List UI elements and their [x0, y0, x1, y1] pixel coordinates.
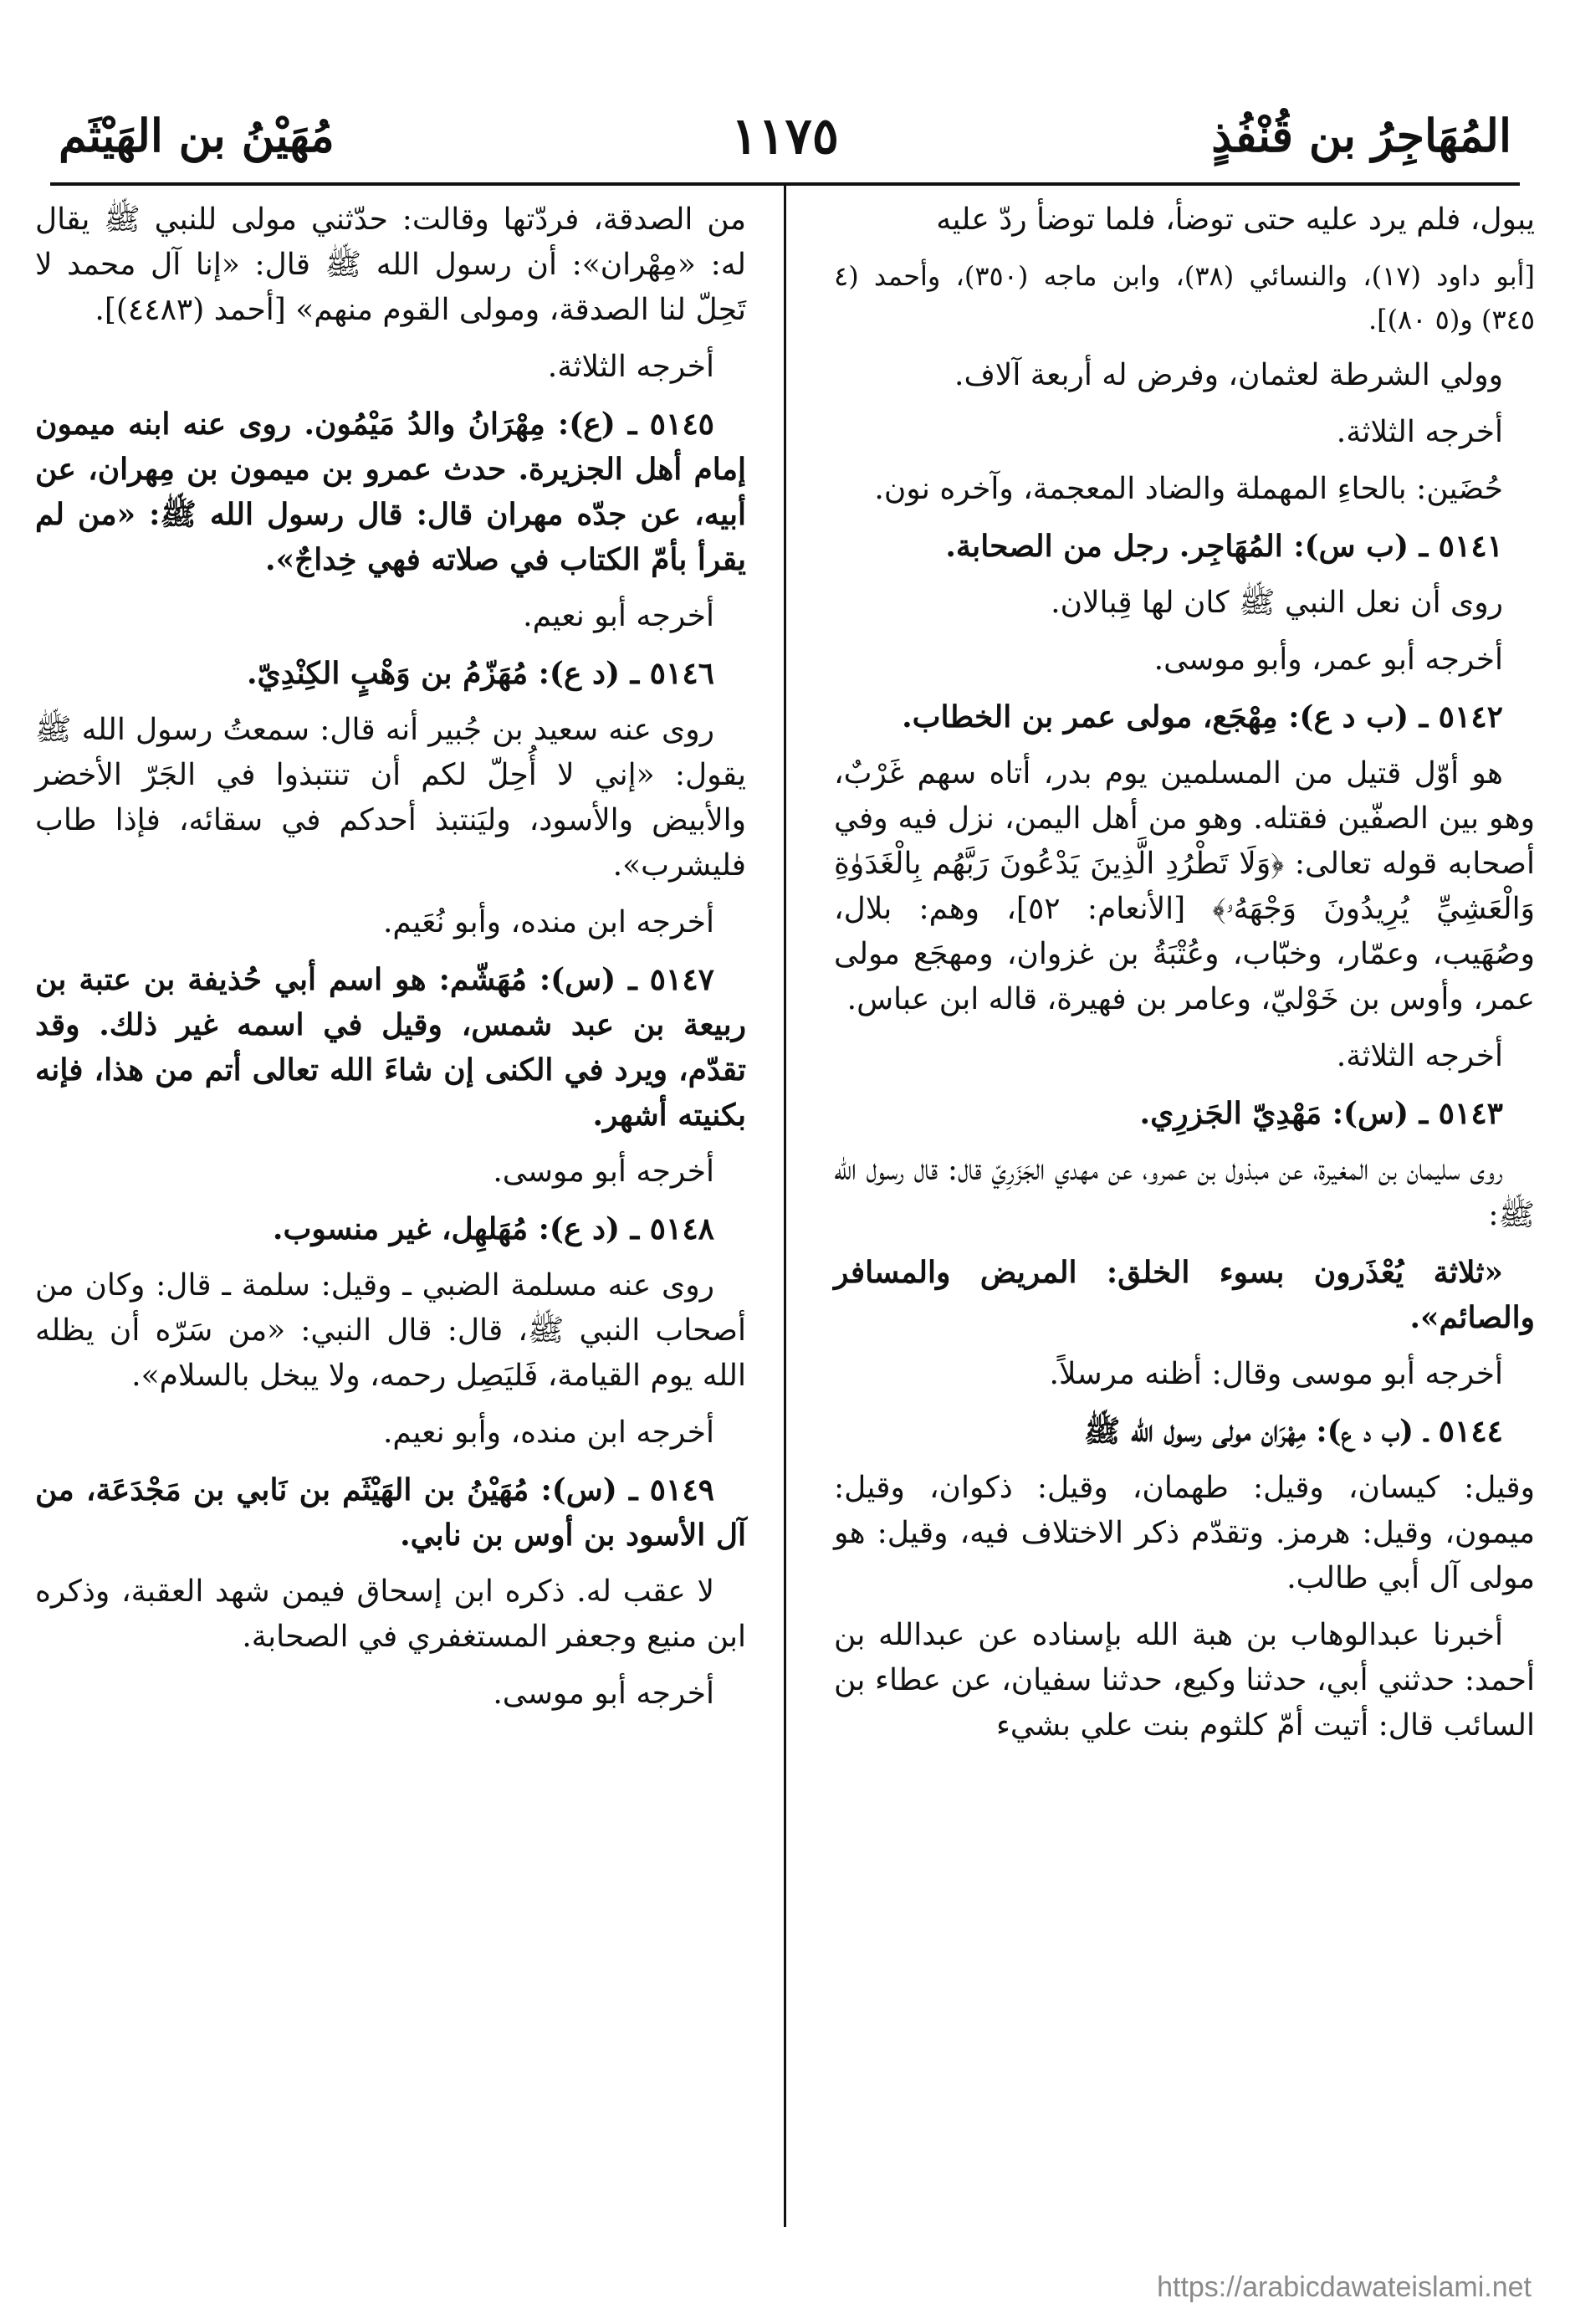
page-header	[59, 99, 1511, 182]
paragraph: «ثلاثة يُعْذَرون بسوء الخلق: المريض والمسافر والصائم».	[834, 1255, 1535, 1335]
paragraph: أخرجه الثلاثة.	[1336, 415, 1503, 449]
paragraph: يبول، فلم يرد عليه حتى توضأ، فلما توضأ ردّ عليه	[936, 202, 1535, 237]
paragraph: أخرجه أبو نعيم.	[523, 599, 714, 633]
paragraph: روى سليمان بن المغيرة، عن مبذول بن عمرو، عن مهدي الجَزَرِيّ قال: قال رسول الله ﷺ:	[834, 1153, 1535, 1232]
paragraph: هو أوّل قتيل من المسلمين يوم بدر، أتاه سهم غَرْبٌ، وهو بين الصفّين فقتله. وهو من أهل اليمن، نزل فيه وفي أصحابه قوله تعالى: ﴿وَلَا تَطْرُدِ الَّذِينَ يَدْعُونَ رَبَّهُم بِالْغَدَوٰةِ وَالْعَشِيِّ يُرِيدُونَ وَجْهَهُۥ﴾ [الأنعام: ٥٢]، وهم: بلال، وصُهَيب، وعمّار، وخبّاب، وعُتْبَةُ بن غزوان، ومهجَع مولى عمر، وأوس بن خَوْليّ، وعامر بن فهيرة، قاله ابن عباس.	[834, 756, 1535, 1016]
paragraph: [أبو داود (١٧)، والنسائي (٣٨)، وابن ماجه (٣٥٠)، وأحمد (٤ ٣٤٥) و(٥ ٨٠)].	[834, 260, 1536, 335]
paragraph: وولي الشرطة لعثمان، وفرض له أربعة آلاف.	[954, 358, 1503, 392]
paragraph: حُضَين: بالحاءِ المهملة والضاد المعجمة، وآخره نون.	[874, 472, 1503, 506]
paragraph: روى أن نعل النبي ﷺ كان لها قِبالان.	[1051, 586, 1503, 620]
entry-heading: ٥١٤٦ ـ (د ع): مُهَزّمُ بن وَهْبٍ الكِنْدِيّ.	[247, 656, 714, 691]
entry-heading: ٥١٤٨ ـ (د ع): مُهَلهِل، غير منسوب.	[272, 1211, 714, 1246]
paragraph: أخرجه أبو عمر، وأبو موسى.	[1153, 642, 1503, 677]
paragraph: أخرجه أبو موسى وقال: أظنه مرسلاً.	[1049, 1357, 1503, 1391]
paragraph: أخرجه ابن منده، وأبو نعيم.	[382, 1415, 714, 1450]
left-column	[35, 197, 746, 1728]
paragraph: روى عنه سعيد بن جُبير أنه قال: سمعتُ رسول الله ﷺ يقول: «إني لا أُحِلّ لكم أن تنتبذوا في الجَرّ الأخضر والأبيض والأسود، وليَنتبذ أحدكم في سقائه، فإذا طاب فليشرب».	[35, 713, 746, 883]
entry-heading: ٥١٤٧ ـ (س): مُهَشّم: هو اسم أبي حُذيفة بن عتبة بن ربيعة بن عبد شمس، وقيل في اسمه غير ذلك. وقد تقدّم، ويرد في الكنى إن شاءَ الله تعالى أتم من هذا، فإنه بكنيته أشهر.	[35, 962, 746, 1133]
running-title-right: المُهَاجِرُ بن قُنْفُذٍ	[1211, 109, 1511, 162]
entry-heading: ٥١٤٥ ـ (ع): مِهْرَانُ والدُ مَيْمُون. روى عنه ابنه ميمون إمام أهل الجزيرة. حدث عمرو بن ميمون بن مِهران، عن أبيه، عن جدّه مهران قال: قال رسول الله ﷺ: «من لم يقرأ بأمّ الكتاب في صلاته فهي خِداجٌ».	[35, 407, 746, 577]
entry-heading: ٥١٤١ ـ (ب س): المُهَاجِر. رجل من الصحابة.	[945, 529, 1503, 564]
paragraph: أخرجه أبو موسى.	[493, 1676, 714, 1711]
right-column	[834, 197, 1535, 1760]
column-divider	[784, 186, 786, 2227]
paragraph: من الصدقة، فردّتها وقالت: حدّثني مولى للنبي ﷺ يقال له: «مِهْران»: أن رسول الله ﷺ قال: «إنا آل محمد لا تَحِلّ لنا الصدقة، ومولى القوم منهم» [أحمد (٤٤٨٣)].	[35, 202, 746, 327]
paragraph: لا عقب له. ذكره ابن إسحاق فيمن شهد العقبة، وذكره ابن منيع وجعفر المستغفري في الصحابة.	[35, 1574, 746, 1654]
paragraph: أخبرنا عبدالوهاب بن هبة الله بإسناده عن عبدالله بن أحمد: حدثني أبي، حدثنا وكيع، حدثنا سفيان، عن عطاء بن السائب قال: أتيت أمّ كلثوم بنت علي بشيء	[834, 1618, 1535, 1743]
paragraph: روى عنه مسلمة الضبي ـ وقيل: سلمة ـ قال: وكان من أصحاب النبي ﷺ، قال: قال النبي: «من سَرّه أن يظله الله يوم القيامة، فَليَصِل رحمه، ولا يبخل بالسلام».	[35, 1268, 746, 1393]
entry-heading: ٥١٤٣ ـ (س): مَهْدِيّ الجَزرِي.	[1139, 1096, 1503, 1131]
entry-heading: ٥١٤٤ ـ (ب د ع): مِهْرَان مولى رسول الله ﷺ	[1083, 1414, 1503, 1449]
paragraph: أخرجه الثلاثة.	[547, 350, 714, 384]
page-number: ١١٧٥	[731, 107, 839, 166]
paragraph: وقيل: كيسان، وقيل: طهمان، وقيل: ذكوان، وقيل: ميمون، وقيل: هرمز. وتقدّم ذكر الاختلاف فيه، وقيل: هو مولى آل أبي طالب.	[834, 1471, 1535, 1595]
paragraph: أخرجه الثلاثة.	[1336, 1039, 1503, 1073]
entry-heading: ٥١٤٢ ـ (ب د ع): مِهْجَع، مولى عمر بن الخطاب.	[902, 699, 1503, 735]
entry-heading: ٥١٤٩ ـ (س): مُهَيْنُ بن الهَيْثَم بن نَابي بن مَجْدَعَة، من آل الأسود بن أوس بن نابي.	[35, 1472, 746, 1553]
paragraph: أخرجه ابن منده، وأبو نُعَيم.	[382, 905, 714, 939]
paragraph: أخرجه أبو موسى.	[493, 1154, 714, 1189]
running-title-left: مُهَيْنُ بن الهَيْثَم	[59, 109, 335, 162]
watermark-url: https://arabicdawateislami.net	[1157, 2271, 1532, 2303]
